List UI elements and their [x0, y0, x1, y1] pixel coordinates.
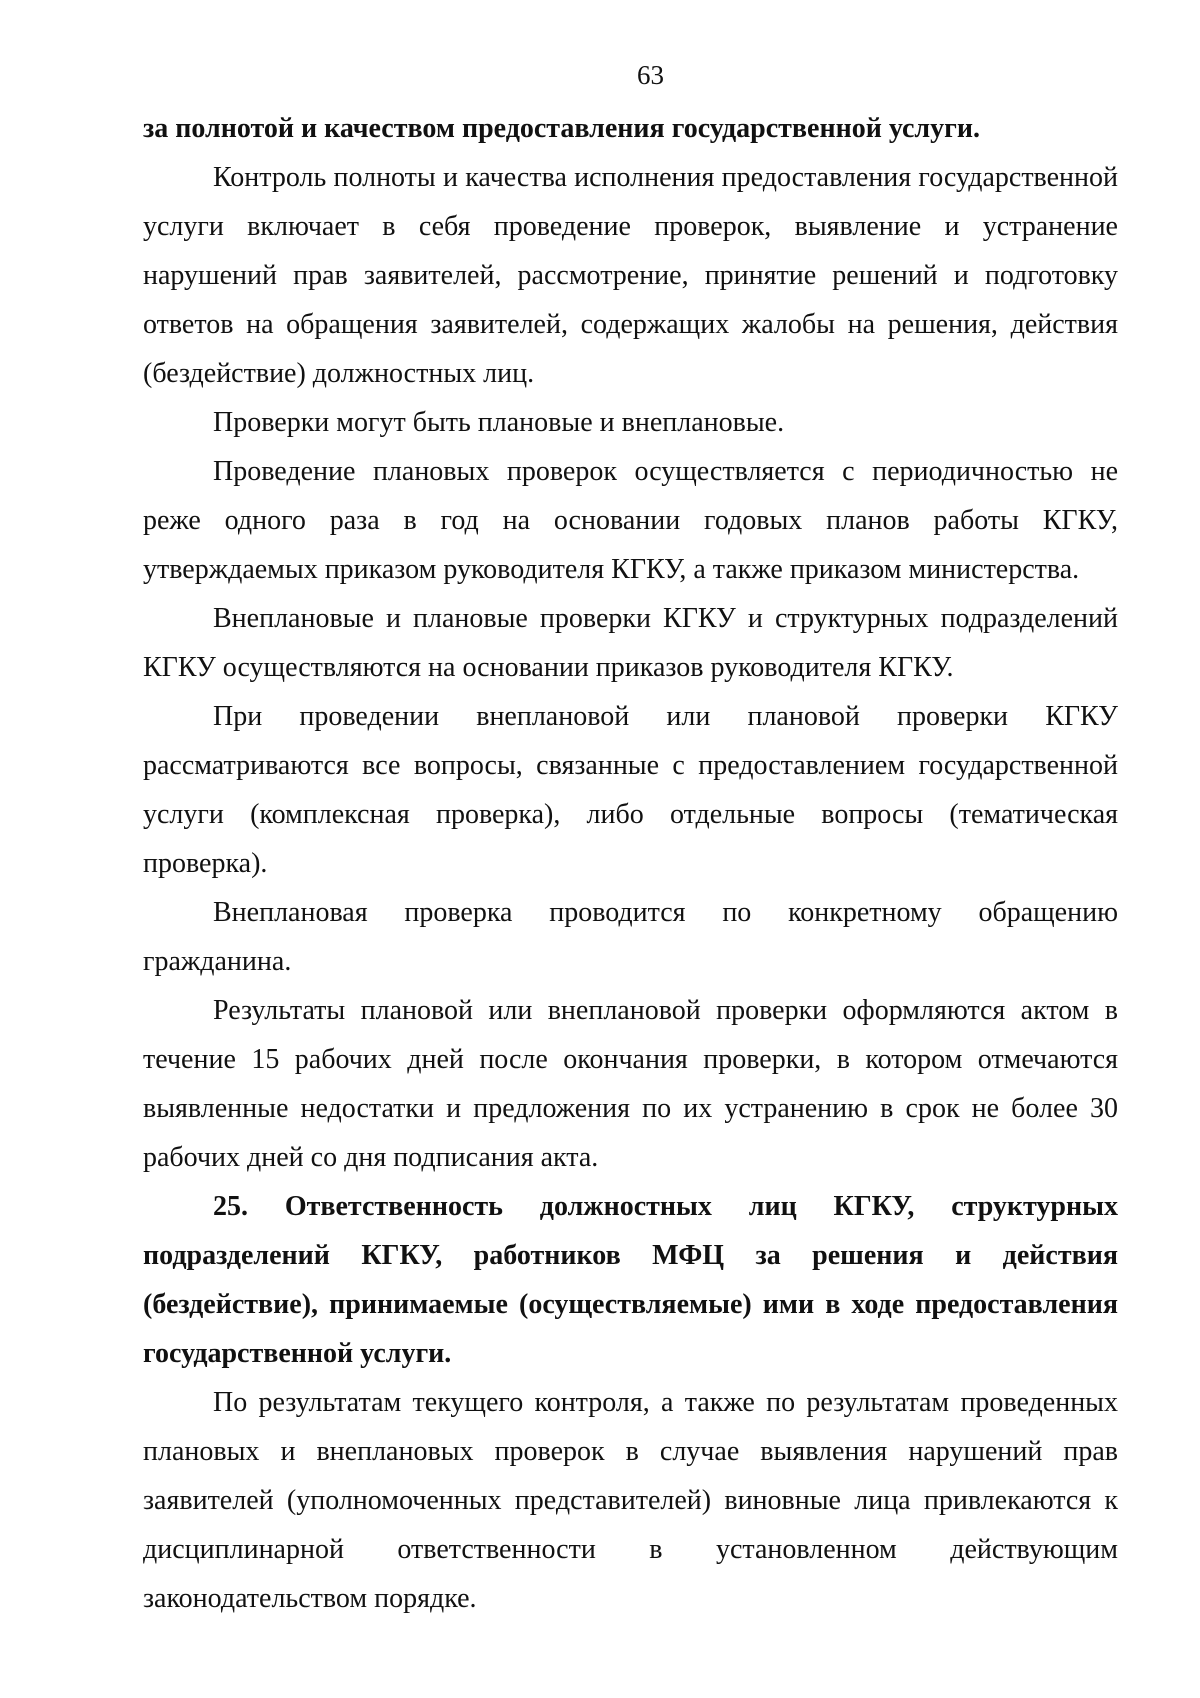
paragraph-unplanned-checks: Внеплановые и плановые проверки КГКУ и структурных подразделений КГКУ осуществляются на основании приказов руководителя КГКУ. [143, 603, 1118, 683]
paragraph-check-results: Результаты плановой или внеплановой проверки оформляются актом в течение 15 рабочих дней после окончания проверки, в котором отмечаются выявленные недостатки и предложения по их устранению в срок не более 30 рабочих дней со дня подписания акта. [143, 995, 1118, 1173]
page-number: 63 [637, 60, 664, 90]
section-heading-continuation: за полнотой и качеством предоставления государственной услуги. [143, 113, 980, 144]
paragraph-responsibility: По результатам текущего контроля, а также по результатам проведенных плановых и внеплановых проверок в случае выявления нарушений прав заявителей (уполномоченных представителей) виновные лица привлекаются к дисциплинарной ответственности в установленном действующим законодательством порядке. [143, 1387, 1118, 1614]
paragraph-control-scope: Контроль полноты и качества исполнения предоставления государственной услуги включает в себя проведение проверок, выявление и устранение нарушений прав заявителей, рассмотрение, принятие решений и подготовку ответов на обращения заявителей, содержащих жалобы на решения, действия (бездействие) должностных лиц. [143, 162, 1118, 389]
paragraph-planned-checks: Проведение плановых проверок осуществляется с периодичностью не реже одного раза в год на основании годовых планов работы КГКУ, утверждаемых приказом руководителя КГКУ, а также приказом министерства. [143, 456, 1118, 585]
paragraph-citizen-request: Внеплановая проверка проводится по конкретному обращению гражданина. [143, 897, 1118, 977]
paragraph-check-types: Проверки могут быть плановые и внеплановые. [213, 407, 785, 438]
paragraph-check-scope: При проведении внеплановой или плановой проверки КГКУ рассматриваются все вопросы, связанные с предоставлением государственной услуги (комплексная проверка), либо отдельные вопросы (тематическая проверка). [143, 701, 1118, 879]
section-heading-25: 25. Ответственность должностных лиц КГКУ, структурных подразделений КГКУ, работников МФЦ за решения и действия (бездействие), принимаемые (осуществляемые) ими в ходе предоставления государственной услуги. [143, 1191, 1118, 1369]
